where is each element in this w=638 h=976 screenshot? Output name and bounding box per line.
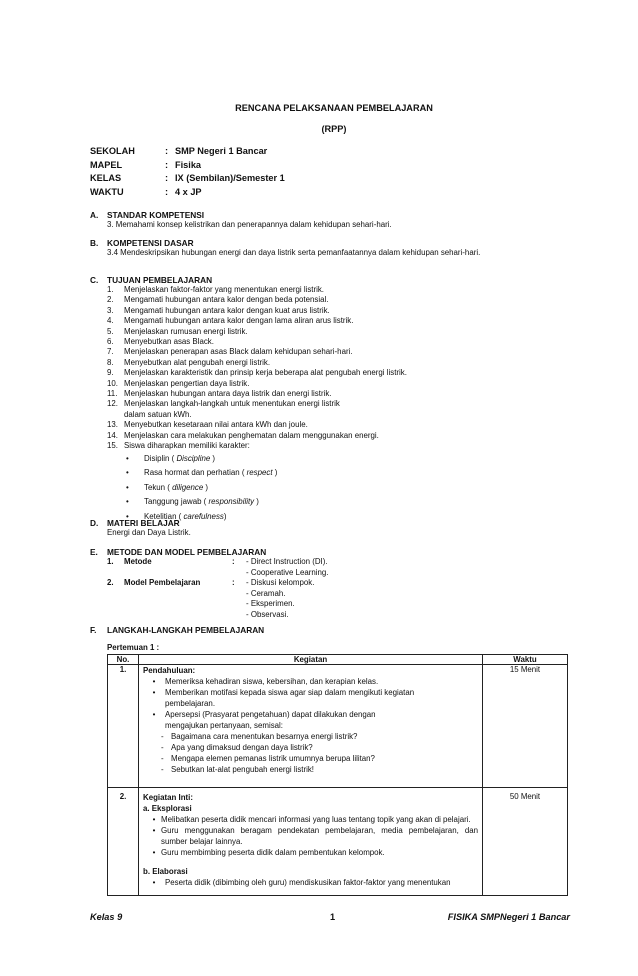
method-list [90, 557, 590, 620]
list-item: • Guru membimbing peserta didik dalam pembentukan kelompok. [143, 847, 478, 858]
list-item: 2. Mengamati hubungan antara kalor dengan beda potensial. [107, 295, 329, 305]
table-header-row: No. Kegiatan Waktu [108, 655, 568, 665]
footer-school: FISIKA SMPNegeri 1 Bancar [447, 912, 570, 922]
list-item: - Apa yang dimaksud dengan daya listrik? [161, 743, 313, 752]
bullet-icon: • [126, 511, 129, 521]
footer-class: Kelas 9 [90, 912, 123, 922]
page-number: 1 [330, 912, 336, 922]
bullet-icon: • [152, 848, 156, 857]
list-item: • Melibatkan peserta didik mencari informasi yang luas tentang topik yang akan di pelajari. [143, 814, 478, 825]
list-item: 10. Menjelaskan pengertian daya listrik. [107, 378, 250, 388]
list-item: • Memeriksa kehadiran siswa, kebersihan, dan kerapian kelas. [143, 676, 478, 687]
list-item: 3. Mengamati hubungan antara kalor dengan kuat arus listrik. [107, 305, 330, 315]
bullet-icon: • [152, 688, 156, 697]
section-heading: LANGKAH-LANGKAH PEMBELAJARAN [107, 625, 265, 635]
document-subtitle: (RPP) [321, 124, 347, 134]
section-tujuan-pembelajaran: C. TUJUAN PEMBELAJARAN 1. Menjelaskan faktor-faktor yang menentukan energi listrik. 2. Mengamati hubungan antara kalor dengan beda potensial. 3. Mengamati hubungan antara kalor dengan kuat arus listrik. 4. Mengamati hubungan antara kalor dengan lama aliran arus listrik. 5. Menjelaskan rumusan energi listrik. 6. Menyebutkan asas Black. 7. Menjelaskan penerapan asas Black dalam kehidupan sehari-hari. 8. Menyebutkan alat pengubah energi listrik. 9. Menjelaskan karakteristik dan prinsip kerja beberapa alat pengubah energi listrik. 10. Menjelaskan pengertian daya listrik. 11. Menjelaskan hubungan antara daya listrik dan energi listrik. 12. Menjelaskan langkah-langkah untuk menentukan energi listrik dalam satuan kWh. 13. Menyebutkan kesetaraan nilai antara kWh dan joule. 14. Menjelaskan cara melakukan penghematan dalam menggunakan energi. 15. Siswa diharapkan memiliki karakter: • Disiplin ( Discipline ) • Rasa hormat dan perhatian ( respect ) • Tekun ( diligence ) • Tanggung jawab ( responsibility ) • Ketelitian ( carefulness) [90, 275, 590, 524]
list-item: • Ketelitian ( carefulness) [124, 510, 590, 525]
list-item: 2. Model Pembelajaran : - Diskusi kelompok. [107, 578, 315, 587]
list-item: • Peserta didik (dibimbing oleh guru) mendiskusikan faktor-faktor yang menentukan [143, 877, 478, 888]
table-row: 2. Kegiatan Inti: a. Eksplorasi • Melibatkan peserta didik mencari informasi yang luas tentang topik yang akan di pelajari. • Guru menggunakan beragam pendekatan pembelajaran, media pembelajaran, dan sumber belajar lainnya. • Guru membimbing peserta didik dalam pembentukan kelompok. b. Elaborasi • Peserta didik (dibimbing oleh guru) mendiskusikan faktor-faktor yang menentukan 50 Menit [108, 788, 568, 896]
section-text: 3. Memahami konsep kelistrikan dan penerapannya dalam kehidupan sehari-hari. [107, 220, 392, 229]
bullet-icon: • [152, 815, 156, 824]
section-materi-belajar: D. MATERI BELAJAR Energi dan Daya Listrik. [90, 518, 590, 537]
list-item: 1. Menjelaskan faktor-faktor yang menentukan energi listrik. [107, 285, 324, 294]
bullet-icon: • [152, 710, 156, 719]
list-item: • Rasa hormat dan perhatian ( respect ) [124, 466, 590, 481]
section-heading: MATERI BELAJAR [107, 518, 180, 528]
list-item: 12. Menjelaskan langkah-langkah untuk menentukan energi listrik [107, 399, 340, 409]
table-row: 1. Pendahuluan: • Memeriksa kehadiran siswa, kebersihan, dan kerapian kelas. • Memberikan motifasi kepada siswa agar siap dalam mengikuti kegiatan pembelajaran. • Apersepsi (Prasyarat pengetahuan) dapat dilakukan dengan mengajukan pertanyaan, semisal: - Bagaimana cara menentukan besarnya energi listrik? - Apa yang dimaksud dengan daya listrik? - Mengapa elemen pemanas listrik umumnya berupa lilitan? - Sebutkan lat-alat pengubah energi listrik! 15 Menit [108, 665, 568, 788]
list-item: • Tanggung jawab ( responsibility ) [124, 495, 590, 510]
list-item: 11. Menjelaskan hubungan antara daya listrik dan energi listrik. [107, 389, 332, 399]
section-metode: E. METODE DAN MODEL PEMBELAJARAN 1. Metode : - Direct Instruction (DI). - Cooperative Learning. 2. Model Pembelajaran : - Diskusi kelompok. - Ceramah. - Eksperimen. - Observasi. [90, 547, 590, 620]
section-standar-kompetensi: A. STANDAR KOMPETENSI 3. Memahami konsep kelistrikan dan penerapannya dalam kehidupan sehari-hari. [90, 210, 590, 229]
list-item: - Sebutkan lat-alat pengubah energi listrik! [161, 765, 314, 774]
document-title: RENCANA PELAKSANAAN PEMBELAJARAN [235, 103, 433, 113]
list-item: 1. Metode : - Direct Instruction (DI). [107, 557, 328, 566]
bullet-icon: • [152, 677, 156, 686]
list-item: • Guru menggunakan beragam pendekatan pembelajaran, media pembelajaran, dan sumber belajar lainnya. [143, 825, 478, 847]
list-item: 9. Menjelaskan karakteristik dan prinsip kerja beberapa alat pengubah energi listrik. [107, 368, 407, 378]
list-item: • Tekun ( diligence ) [124, 481, 590, 496]
list-item: 13. Menyebutkan kesetaraan nilai antara kWh dan joule. [107, 420, 308, 430]
section-heading: KOMPETENSI DASAR [107, 238, 194, 248]
list-item: • Disiplin ( Discipline ) [124, 452, 590, 467]
bullet-icon: • [126, 468, 129, 477]
identity-row: SEKOLAH : SMP Negeri 1 Bancar [90, 146, 268, 156]
list-item: - Eksperimen. [246, 599, 295, 608]
bullet-icon: • [152, 826, 156, 835]
bullet-icon: • [152, 878, 156, 887]
list-item: - Observasi. [246, 609, 289, 619]
list-item: - Cooperative Learning. [246, 567, 329, 577]
section-heading: STANDAR KOMPETENSI [107, 210, 205, 220]
bullet-icon: • [126, 453, 129, 463]
identity-row: WAKTU : 4 x JP [90, 186, 202, 197]
section-text: Energi dan Daya Listrik. [107, 528, 191, 537]
bullet-icon: • [126, 482, 129, 492]
list-item: 4. Mengamati hubungan antara kalor dengan lama aliran arus listrik. [107, 316, 354, 326]
list-item: - Bagaimana cara menentukan besarnya energi listrik? [161, 732, 358, 741]
list-item: 8. Menyebutkan alat pengubah energi listrik. [107, 357, 271, 367]
identity-row: MAPEL : Fisika [90, 159, 202, 170]
section-text: 3.4 Mendeskripsikan hubungan energi dan daya listrik serta pemanfaatannya dalam kehidupan sehari-hari. [107, 248, 481, 257]
list-item: dalam satuan kWh. [124, 409, 192, 419]
activities-table [107, 654, 568, 896]
list-item: • Apersepsi (Prasyarat pengetahuan) dapat dilakukan dengan mengajukan pertanyaan, semisal: [143, 709, 478, 731]
section-heading: TUJUAN PEMBELAJARAN [107, 275, 213, 285]
list-item: - Ceramah. [246, 588, 286, 598]
list-item: 14. Menjelaskan cara melakukan penghematan dalam menggunakan energi. [107, 430, 379, 440]
list-item: - Mengapa elemen pemanas listrik umumnya berupa lilitan? [161, 754, 375, 763]
list-item: 5. Menjelaskan rumusan energi listrik. [107, 326, 248, 336]
list-item: 15. Siswa diharapkan memiliki karakter: [107, 441, 250, 451]
list-item: 6. Menyebutkan asas Black. [107, 337, 214, 347]
meeting-label: Pertemuan 1 : [107, 643, 160, 652]
list-item: 7. Menjelaskan penerapan asas Black dalam kehidupan sehari-hari. [107, 347, 353, 357]
objectives-list [90, 285, 590, 452]
section-heading: METODE DAN MODEL PEMBELAJARAN [107, 547, 267, 557]
bullet-icon: • [126, 497, 129, 506]
character-list [90, 452, 590, 525]
section-langkah: F. LANGKAH-LANGKAH PEMBELAJARAN Pertemuan 1 : [90, 625, 590, 652]
list-item: • Memberikan motifasi kepada siswa agar siap dalam mengikuti kegiatan pembelajaran. [143, 687, 478, 709]
identity-block [90, 146, 285, 200]
identity-row: KELAS : IX (Sembilan)/Semester 1 [90, 173, 285, 183]
section-kompetensi-dasar: B. KOMPETENSI DASAR 3.4 Mendeskripsikan hubungan energi dan daya listrik serta pemanfaatannya dalam kehidupan sehari-hari. [90, 238, 590, 257]
